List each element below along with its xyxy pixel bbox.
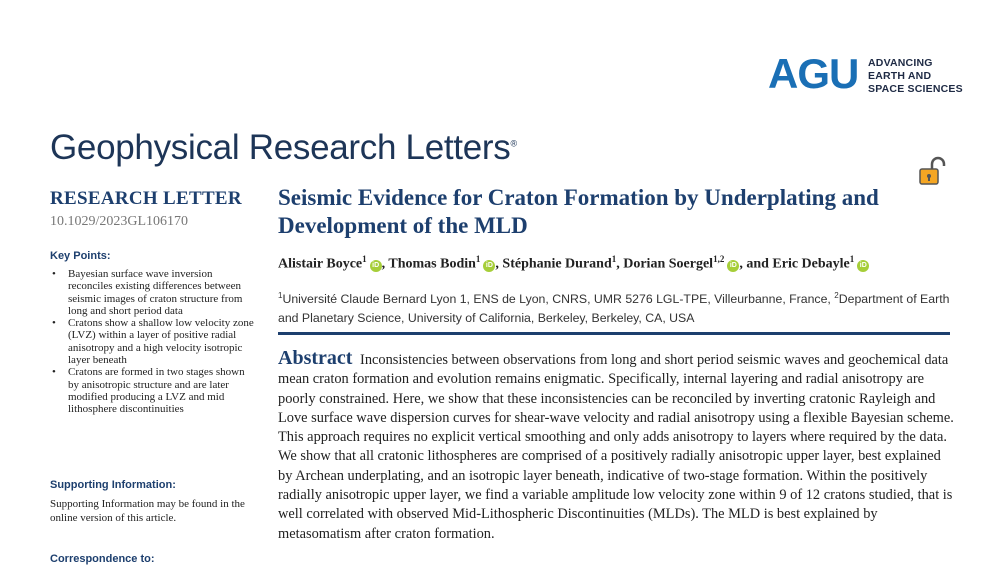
author-list (278, 254, 869, 273)
author-name[interactable]: Stéphanie Durand (502, 256, 612, 272)
section-type: RESEARCH LETTER (50, 188, 242, 209)
author-separator: , (495, 256, 503, 272)
author-affiliation: 1 (475, 254, 481, 264)
orcid-icon[interactable]: iD (370, 260, 382, 272)
agu-logo: AGU (768, 50, 859, 97)
article-title: Seismic Evidence for Craton Formation by Underplating and Development of the MLD (278, 185, 879, 238)
journal-title (50, 128, 517, 168)
agu-tagline-line: EARTH AND (868, 70, 932, 82)
key-points-list (50, 268, 255, 416)
agu-tagline-line: ADVANCING (868, 57, 933, 69)
abstract (278, 349, 958, 544)
doi-link[interactable]: 10.1029/2023GL106170 (50, 214, 189, 229)
agu-tagline (868, 57, 963, 96)
author-separator: , (381, 256, 389, 272)
author-affiliation: 1 (611, 254, 617, 264)
author-affiliation: 1,2 (713, 254, 725, 264)
section-divider (278, 332, 950, 335)
author-affiliation: 1 (849, 254, 855, 264)
registered-mark: ® (510, 138, 517, 149)
orcid-icon[interactable]: iD (483, 260, 495, 272)
key-points-title: Key Points: (50, 250, 111, 262)
affiliations (278, 286, 958, 328)
author-name[interactable]: Thomas Bodin (388, 256, 476, 272)
author-name[interactable]: Eric Debayle (772, 256, 850, 272)
key-point: • Cratons are formed in two stages shown by anisotropic structure and are later modified producing a LVZ and mid lithosphere discontinuities (50, 366, 255, 415)
author-name[interactable]: Alistair Boyce (278, 256, 363, 272)
correspondence-title: Correspondence to: (50, 553, 155, 565)
orcid-icon[interactable]: iD (857, 260, 869, 272)
abstract-text: Inconsistencies between observations from long and short period seismic waves and geochemical data mean craton formation and evolution remains enigmatic. Specifically, internal layering and radial anisotropy are poorly constrained. Here, we show that these inconsistencies can be reconciled by inverting cratonic Rayleigh and Love surface wave dispersion curves for shear-wave velocity and radial anisotropy using a flexible Bayesian scheme. This approach requires no explicit vertical smoothing and only adds anisotropy to layers where required by the data. We show that all cratonic lithospheres are comprised of a positively radially anisotropic upper layer, best explained by Archean underplating, and an isotropic layer beneath, indicative of two-stage formation. Within the positively radially anisotropic upper layer, we find a variable amplitude low velocity zone within 9 of 12 cratons studied, that is well correlated with observed Mid-Lithospheric Discontinuities (MLDs). The MLD is best explained by metasomatism after craton formation. (278, 352, 954, 542)
agu-tagline-line: SPACE SCIENCES (868, 83, 963, 95)
affiliation-2: Department of Earth and Planetary Science, University of California, Berkeley, Berkeley, CA, USA (278, 292, 950, 326)
affiliation-1: Université Claude Bernard Lyon 1, ENS de Lyon, CNRS, UMR 5276 LGL-TPE, Villeurbanne, France, (282, 292, 835, 307)
key-point: • Cratons show a shallow low velocity zone (LVZ) within a layer of positive radial anisotropy and a high velocity isotropic layer beneath (50, 317, 255, 366)
author-affiliation: 1 (362, 254, 367, 264)
open-access-lock-icon (918, 156, 950, 186)
author-separator: , (616, 256, 624, 272)
orcid-icon[interactable]: iD (727, 260, 739, 272)
affiliation-mark: 1 (278, 291, 283, 300)
supporting-info-title: Supporting Information: (50, 479, 176, 491)
affiliation-mark: 2 (834, 291, 839, 300)
abstract-heading: Abstract (278, 347, 353, 369)
journal-title-text: Geophysical Research Letters (50, 128, 511, 167)
supporting-info-text: Supporting Information may be found in the online version of this article. (50, 498, 245, 524)
author-name[interactable]: Dorian Soergel (623, 256, 714, 272)
key-point: • Bayesian surface wave inversion reconciles existing differences between seismic images of craton structure from long and short period data (50, 268, 255, 317)
author-separator: , (739, 256, 747, 272)
author-and: and (746, 256, 769, 272)
